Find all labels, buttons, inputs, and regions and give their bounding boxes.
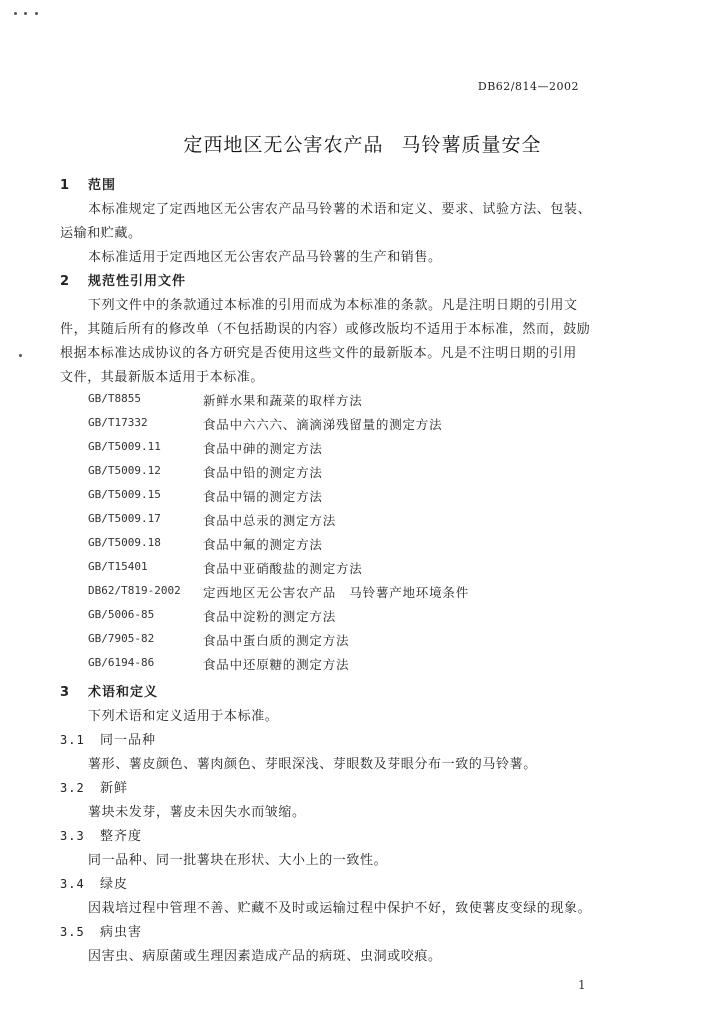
term-heading: [60, 921, 142, 940]
term-heading: [60, 825, 142, 844]
section-3-heading: [60, 681, 158, 700]
paragraph-line: 根据本标准达成协议的各方研究是否使用这些文件的最新版本。凡是不注明日期的引用: [60, 346, 577, 361]
term-number: 3.3: [60, 829, 85, 843]
reference-code: GB/T8855: [88, 392, 141, 405]
reference-code: GB/T17332: [88, 416, 148, 429]
paragraph-line: 件，其随后所有的修改单（不包括勘误的内容）或修改版均不适用于本标准，然而，鼓励: [60, 322, 591, 337]
reference-title: 食品中铅的测定方法: [203, 465, 323, 480]
section-title: 规范性引用文件: [88, 274, 187, 289]
term-number: 3.1: [60, 733, 85, 747]
term-definition: 同一品种、同一批薯块在形状、大小上的一致性。: [88, 853, 388, 868]
term-definition: 因害虫、病原菌或生理因素造成产品的病斑、虫洞或咬痕。: [88, 949, 442, 964]
reference-code: GB/T5009.12: [88, 464, 161, 477]
document-title: [0, 130, 725, 157]
reference-title: 食品中亚硝酸盐的测定方法: [203, 561, 363, 576]
section-title: 范围: [88, 178, 117, 193]
page-number: 1: [578, 978, 586, 992]
scan-speck: [24, 12, 27, 15]
section-number: 1: [60, 178, 71, 193]
term-name: 同一品种: [100, 733, 157, 748]
scan-speck: [14, 12, 17, 15]
reference-title: 食品中砷的测定方法: [203, 441, 323, 456]
section-number: 3: [60, 685, 71, 700]
paragraph-line: 运输和贮藏。: [60, 226, 142, 241]
term-name: 整齐度: [100, 829, 143, 844]
reference-title: 食品中蛋白质的测定方法: [203, 633, 350, 648]
reference-title: 食品中淀粉的测定方法: [203, 609, 337, 624]
term-heading: [60, 873, 128, 892]
term-definition: 薯形、薯皮颜色、薯肉颜色、芽眼深浅、芽眼数及芽眼分布一致的马铃薯。: [88, 757, 537, 772]
reference-title: 食品中总汞的测定方法: [203, 513, 337, 528]
title-part-2: 马铃薯质量安全: [401, 134, 542, 156]
reference-title: 新鲜水果和蔬菜的取样方法: [203, 393, 363, 408]
reference-title: 食品中氟的测定方法: [203, 537, 323, 552]
scan-speck: [35, 12, 38, 15]
term-heading: [60, 729, 156, 748]
term-number: 3.5: [60, 925, 85, 939]
title-part-1: 定西地区无公害农产品: [183, 134, 384, 156]
paragraph-line: 下列文件中的条款通过本标准的引用而成为本标准的条款。凡是注明日期的引用文: [88, 298, 578, 313]
section-1-heading: [60, 174, 116, 193]
paragraph-line: 文件，其最新版本适用于本标准。: [60, 370, 265, 385]
reference-code: DB62/T819-2002: [88, 584, 181, 597]
reference-code: GB/7905-82: [88, 632, 155, 645]
reference-code: GB/T15401: [88, 560, 148, 573]
section-2-heading: [60, 270, 186, 289]
reference-code: GB/6194-86: [88, 656, 155, 669]
term-name: 病虫害: [100, 925, 143, 940]
term-definition: 因栽培过程中管理不善、贮藏不及时或运输过程中保护不好，致使薯皮变绿的现象。: [88, 901, 592, 916]
reference-title: 食品中六六六、滴滴涕残留量的测定方法: [203, 417, 443, 432]
term-name: 绿皮: [100, 877, 129, 892]
reference-title: 定西地区无公害农产品 马铃薯产地环境条件: [203, 585, 470, 600]
reference-title: 食品中镉的测定方法: [203, 489, 323, 504]
reference-code: GB/T5009.18: [88, 536, 161, 549]
paragraph-line: 本标准适用于定西地区无公害农产品马铃薯的生产和销售。: [88, 250, 442, 265]
term-number: 3.4: [60, 877, 85, 891]
section-number: 2: [60, 274, 71, 289]
term-definition: 薯块未发芽，薯皮未因失水而皱缩。: [88, 805, 306, 820]
paragraph-line: 下列术语和定义适用于本标准。: [88, 709, 279, 724]
reference-code: GB/5006-85: [88, 608, 155, 621]
scan-speck: [19, 354, 22, 357]
term-number: 3.2: [60, 781, 85, 795]
term-name: 新鲜: [100, 781, 129, 796]
reference-code: GB/T5009.11: [88, 440, 161, 453]
reference-code: GB/T5009.17: [88, 512, 161, 525]
reference-title: 食品中还原糖的测定方法: [203, 657, 350, 672]
term-heading: [60, 777, 128, 796]
paragraph-line: 本标准规定了定西地区无公害农产品马铃薯的术语和定义、要求、试验方法、包装、: [88, 202, 592, 217]
standard-code: DB62/814—2002: [477, 80, 579, 93]
section-title: 术语和定义: [88, 685, 159, 700]
reference-code: GB/T5009.15: [88, 488, 161, 501]
